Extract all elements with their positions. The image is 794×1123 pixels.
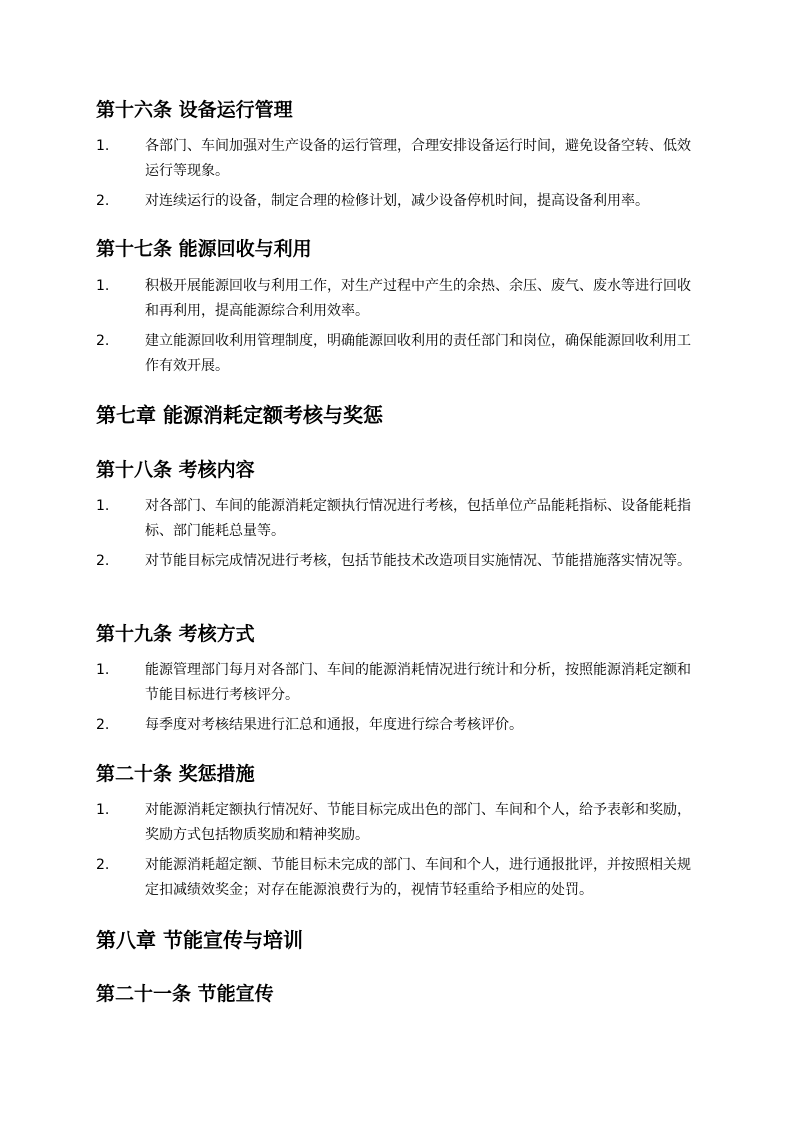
list-item: [96, 713, 700, 738]
list-item-text: 建立能源回收利用管理制度，明确能源回收利用的责任部门和岗位，确保能源回收利用工作有效开展。: [145, 333, 691, 374]
list-item-text: 能源管理部门每月对各部门、车间的能源消耗情况进行统计和分析，按照能源消耗定额和节能目标进行考核评分。: [145, 662, 691, 703]
list-item-number: 1.: [96, 278, 110, 294]
list-item-text: 各部门、车间加强对生产设备的运行管理，合理安排设备运行时间，避免设备空转、低效运行等现象。: [145, 138, 691, 179]
list-item: [96, 658, 700, 708]
list-item-text: 对能源消耗定额执行情况好、节能目标完成出色的部门、车间和个人，给予表彰和奖励，奖励方式包括物质奖励和精神奖励。: [145, 802, 691, 843]
list-item-text: 每季度对考核结果进行汇总和通报，年度进行综合考核评价。: [145, 717, 523, 733]
list-item-text: 积极开展能源回收与利用工作，对生产过程中产生的余热、余压、废气、废水等进行回收和再利用，提高能源综合利用效率。: [145, 278, 691, 319]
list-item: [96, 798, 700, 848]
list-item: [96, 494, 700, 544]
list-item: [96, 274, 700, 324]
article-20-heading: 第二十条 奖惩措施: [96, 763, 255, 785]
list-item-text: 对节能目标完成情况进行考核，包括节能技术改造项目实施情况、节能措施落实情况等。: [145, 553, 691, 569]
article-17-heading: 第十七条 能源回收与利用: [96, 238, 312, 260]
list-item: [96, 549, 700, 574]
list-item-number: 2.: [96, 193, 110, 209]
list-item: [96, 853, 700, 903]
list-item-number: 2.: [96, 717, 110, 733]
list-item-number: 2.: [96, 333, 110, 349]
list-item: [96, 134, 700, 184]
article-21-heading: 第二十一条 节能宣传: [96, 983, 274, 1005]
list-item-number: 1.: [96, 662, 110, 678]
chapter-8-heading: 第八章 节能宣传与培训: [96, 928, 303, 952]
article-16-heading: 第十六条 设备运行管理: [96, 99, 293, 121]
list-item-number: 1.: [96, 498, 110, 514]
article-19-heading: 第十九条 考核方式: [96, 623, 255, 645]
list-item-text: 对各部门、车间的能源消耗定额执行情况进行考核，包括单位产品能耗指标、设备能耗指标、部门能耗总量等。: [145, 498, 691, 539]
list-item: [96, 329, 700, 379]
article-18-heading: 第十八条 考核内容: [96, 459, 255, 481]
list-item-text: 对能源消耗超定额、节能目标未完成的部门、车间和个人，进行通报批评，并按照相关规定扣减绩效奖金；对存在能源浪费行为的，视情节轻重给予相应的处罚。: [145, 857, 691, 898]
list-item-number: 2.: [96, 857, 110, 873]
chapter-7-heading: 第七章 能源消耗定额考核与奖惩: [96, 403, 383, 427]
list-item-number: 1.: [96, 138, 110, 154]
list-item-text: 对连续运行的设备，制定合理的检修计划，减少设备停机时间，提高设备利用率。: [145, 193, 649, 209]
list-item-number: 2.: [96, 553, 110, 569]
list-item-number: 1.: [96, 802, 110, 818]
list-item: [96, 189, 700, 214]
